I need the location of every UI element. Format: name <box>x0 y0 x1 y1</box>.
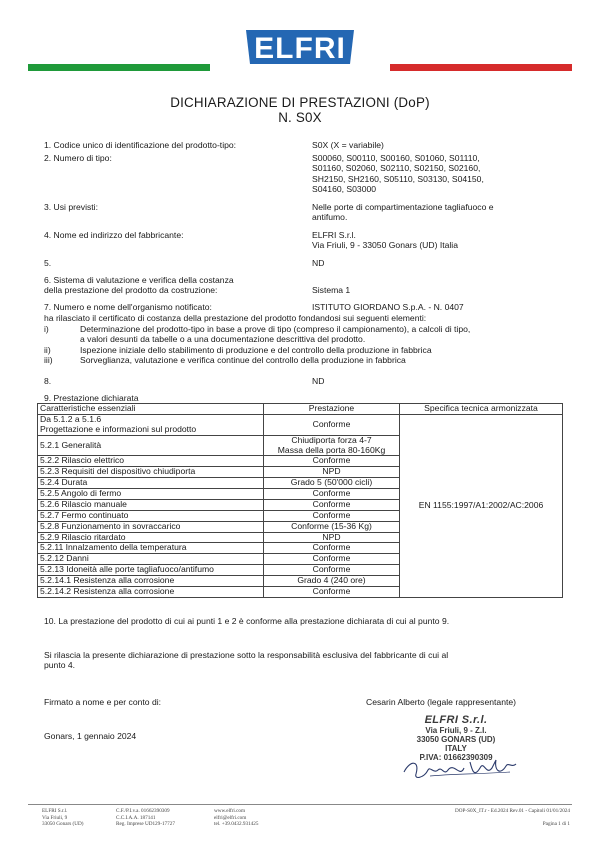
section-1-value: S0X (X = variabile) <box>312 140 384 150</box>
footer-text: tel. +39.0432.931425 <box>214 821 259 827</box>
performance-cell: NPD <box>264 532 400 543</box>
stamp-vat: P.IVA: 01662390309 <box>419 752 493 762</box>
section-8-label: 8. <box>44 376 52 386</box>
footer-text: C.F./P.I.v.a. 01662390309 <box>116 808 170 814</box>
section-7-intro: ha rilasciato il certificato di costanza della prestazione del prodotto fondandosi sui seguenti elementi: <box>44 313 427 323</box>
logo-text: ELFRI <box>254 32 346 65</box>
performance-cell: Grado 4 (240 ore) <box>264 576 400 587</box>
performance-table <box>37 403 563 598</box>
performance-cell: Chiudiporta forza 4-7 Massa della porta 80-160Kg <box>264 435 400 456</box>
section-2-value: S00060, S00110, S00160, S01060, S01110, S01160, S02060, S02110, S02150, S02160, SH2150, SH2160, S05110, S03130, S04150, S04160, S03000 <box>312 153 484 194</box>
table-header-specification: Specifica tecnica armonizzata <box>400 404 563 415</box>
section-7-label: 7. Numero e nome dell'organismo notificato: <box>44 302 212 312</box>
characteristic-cell: 5.2.12 Danni <box>38 554 264 565</box>
performance-cell: Conforme <box>264 499 400 510</box>
stamp-city: 33050 GONARS (UD) <box>416 734 496 744</box>
table-header-characteristics: Caratteristiche essenziali <box>38 404 264 415</box>
characteristic-cell: 5.2.13 Idoneità alle porte tagliafuoco/antifumo <box>38 565 264 576</box>
list-item <box>44 355 564 365</box>
section-5-label: 5. <box>44 258 52 268</box>
section-7-items <box>44 324 564 365</box>
section-4-label: 4. Nome ed indirizzo del fabbricante: <box>44 230 184 240</box>
characteristic-cell: Da 5.1.2 a 5.1.6 Progettazione e informazioni sul prodotto <box>38 414 264 435</box>
flag-bar-red <box>390 64 572 71</box>
list-item-number: ii) <box>44 344 51 355</box>
signed-for-label: Firmato a nome e per conto di: <box>44 697 162 707</box>
list-item-text: Ispezione iniziale dello stabilimento di produzione e del controllo della produzione in fabbrica <box>80 344 432 355</box>
performance-cell: Conforme <box>264 586 400 597</box>
performance-cell: Conforme <box>264 489 400 500</box>
performance-cell: Grado 5 (50'000 cicli) <box>264 478 400 489</box>
handwritten-signature <box>400 754 520 784</box>
section-2-label: 2. Numero di tipo: <box>44 153 112 163</box>
footer-text: ELFRI S.r.l. <box>42 808 68 814</box>
section-8-value: ND <box>312 376 325 386</box>
specification-cell: EN 1155:1997/A1:2002/AC:2006 <box>400 414 563 597</box>
characteristic-cell: 5.2.6 Rilascio manuale <box>38 499 264 510</box>
section-1-label: 1. Codice unico di identificazione del prodotto-tipo: <box>44 140 237 150</box>
footer-registry <box>116 808 175 828</box>
footer-doc-code: DOP-S0X_IT.r - Ed.2024 Rev.01 - Capitoli 01/01/2024 <box>455 808 570 814</box>
section-3-value: Nelle porte di compartimentazione tagliafuoco e antifumo. <box>312 202 494 223</box>
list-item <box>44 324 564 345</box>
section-4-value: ELFRI S.r.l. Via Friuli, 9 - 33050 Gonars (UD) Italia <box>312 230 458 251</box>
performance-cell: Conforme <box>264 543 400 554</box>
characteristic-cell: 5.2.5 Angolo di fermo <box>38 489 264 500</box>
characteristic-cell: 5.2.2 Rilascio elettrico <box>38 456 264 467</box>
footer-text: Via Friuli, 9 <box>42 814 68 821</box>
footer-text: www.elfri.com <box>214 808 246 814</box>
footer-page-number: Pagina 1 di 1 <box>542 821 570 827</box>
section-7-value: ISTITUTO GIORDANO S.p.A. - N. 0407 <box>312 302 464 312</box>
characteristic-cell: 5.2.14.2 Resistenza alla corrosione <box>38 586 264 597</box>
footer-document-info <box>455 808 570 828</box>
list-item-text: Determinazione del prodotto-tipo in base a prove di tipo (compreso il campionamento), a calcoli di tipo, a valori desunti da tabelle o a una documentazione descrittiva del prodotto. <box>80 324 471 345</box>
section-5-value: ND <box>312 258 325 268</box>
stamp-country: ITALY <box>445 743 467 753</box>
characteristic-cell: 5.2.3 Requisiti del dispositivo chiudiporta <box>38 467 264 478</box>
characteristic-cell: 5.2.4 Durata <box>38 478 264 489</box>
characteristic-cell: 5.2.7 Fermo continuato <box>38 510 264 521</box>
performance-cell: Conforme <box>264 565 400 576</box>
characteristic-cell: 5.2.14.1 Resistenza alla corrosione <box>38 576 264 587</box>
elfri-logo <box>242 24 358 68</box>
section-10: 10. La prestazione del prodotto di cui ai punti 1 e 2 è conforme alla prestazione dichiarata di cui al punto 9. <box>44 616 450 626</box>
characteristic-cell: 5.2.11 Innalzamento della temperatura <box>38 543 264 554</box>
characteristic-cell: 5.2.8 Funzionamento in sovraccarico <box>38 521 264 532</box>
flag-bar-green <box>28 64 210 71</box>
footer-text: 33050 Gonars (UD) <box>42 821 84 827</box>
section-3-label: 3. Usi previsti: <box>44 202 98 212</box>
responsibility-statement: Si rilascia la presente dichiarazione di prestazione sotto la responsabilità esclusiva del fabbricante di cui al punto 4. <box>44 650 449 671</box>
characteristic-cell: 5.2.1 Generalità <box>38 435 264 456</box>
performance-cell: Conforme <box>264 414 400 435</box>
list-item <box>44 345 564 355</box>
performance-cell: Conforme <box>264 456 400 467</box>
performance-cell: Conforme (15-36 Kg) <box>264 521 400 532</box>
signatory-name: Cesarin Alberto (legale rappresentante) <box>366 697 517 707</box>
section-9-label: 9. Prestazione dichiarata <box>44 393 139 403</box>
place-date: Gonars, 1 gennaio 2024 <box>44 731 137 741</box>
table-header-row <box>38 404 563 415</box>
section-6-value: Sistema 1 <box>312 285 351 295</box>
list-item-number: i) <box>44 324 49 334</box>
performance-cell: Conforme <box>264 554 400 565</box>
footer-text: Reg. Imprese UD129-17727 <box>116 821 175 827</box>
footer-divider <box>28 804 572 805</box>
stamp-company-name: ELFRI S.r.l. <box>424 714 488 726</box>
characteristic-cell: 5.2.9 Rilascio ritardato <box>38 532 264 543</box>
table-row <box>38 414 563 435</box>
performance-cell: NPD <box>264 467 400 478</box>
section-6-label: 6. Sistema di valutazione e verifica della costanza della prestazione del prodotto da costruzione: <box>44 275 234 296</box>
table-header-performance: Prestazione <box>264 404 400 415</box>
footer-text: C.C.I.A.A. 187141 <box>116 814 156 821</box>
list-item-number: iii) <box>44 354 53 365</box>
footer-contacts <box>214 808 258 828</box>
performance-cell: Conforme <box>264 510 400 521</box>
footer-text: elfri@elfri.com <box>214 814 247 821</box>
footer-company <box>42 808 84 828</box>
document-number: N. S0X <box>278 110 322 125</box>
document-title: DICHIARAZIONE DI PRESTAZIONI (DoP) <box>170 95 430 110</box>
stamp-address: Via Friuli, 9 - Z.I. <box>425 726 487 736</box>
list-item-text: Sorveglianza, valutazione e verifica continue del controllo della produzione in fabbrica <box>80 354 406 365</box>
